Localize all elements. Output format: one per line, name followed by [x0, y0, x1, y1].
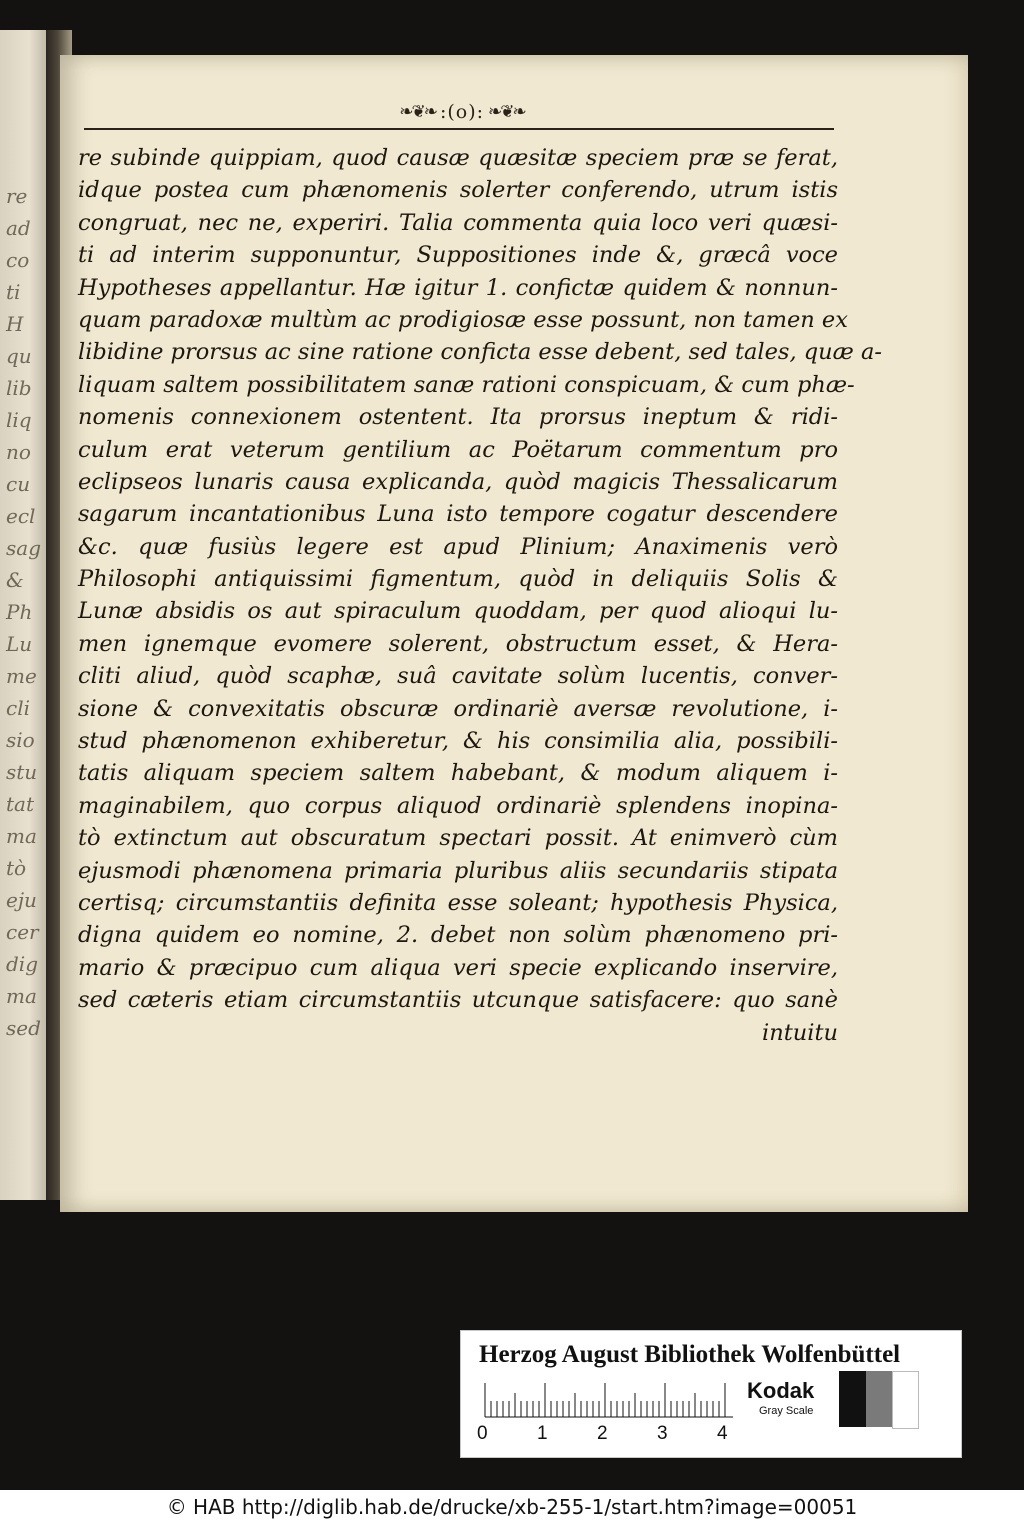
text-line: Lunæ absidis os aut spiraculum quoddam, per quod alioqui lu-: [78, 598, 838, 625]
text-line: congruat, nec ne, experiri. Talia commenta quia loco veri quæsi-: [78, 209, 838, 236]
facing-page-fragment: re: [6, 184, 28, 208]
ruler-number-1: 1: [537, 1423, 548, 1444]
text-line: idque postea cum phænomenis solerter conferendo, utrum istis: [78, 177, 838, 204]
scale-ruler: [483, 1383, 738, 1419]
flourish-left-icon: ❧❦❧: [399, 102, 436, 122]
facing-page-fragment: cer: [6, 920, 39, 944]
facing-page-fragment: tat: [6, 792, 34, 816]
facing-page-fragment: ma: [6, 824, 37, 848]
gray-swatch: [866, 1371, 891, 1427]
library-name: Herzog August Bibliothek Wolfenbüttel: [479, 1341, 901, 1368]
facing-page-fragment: no: [6, 440, 31, 464]
text-line: ti ad interim supponuntur, Suppositiones inde &, græcâ voce: [78, 242, 838, 269]
body-text: [78, 142, 882, 1049]
facing-page-fragment: H: [6, 312, 24, 336]
gray-scale-swatches: [839, 1371, 919, 1427]
ruler-number-3: 3: [657, 1423, 668, 1444]
facing-page-fragment: sio: [6, 728, 35, 752]
facing-page-text-fragments: [0, 180, 46, 1044]
text-line: cliti aliud, quòd scaphæ, suâ cavitate solùm lucentis, conver-: [78, 663, 838, 690]
page-header-ornament: [370, 100, 554, 124]
facing-page-fragment: cu: [6, 472, 31, 496]
text-line: nomenis connexionem ostentent. Ita prorsus ineptum & ridi-: [78, 404, 838, 431]
text-line: sione & convexitatis obscuræ ordinariè aversæ revolutione, i-: [78, 695, 838, 722]
text-line: re subinde quippiam, quod causæ quæsitæ speciem præ se ferat,: [78, 145, 838, 171]
facing-page-fragment: eju: [6, 888, 37, 912]
gray-scale-caption: Gray Scale: [759, 1405, 814, 1417]
facing-page-fragment: me: [6, 664, 37, 688]
text-line: &c. quæ fusiùs legere est apud Plinium; Anaximenis verò: [78, 533, 838, 560]
facing-page-fragment: dig: [6, 952, 39, 976]
facing-page-fragment: ti: [6, 280, 21, 304]
facing-page-fragment: ad: [6, 216, 31, 240]
text-line: sagarum incantationibus Luna isto tempore cogatur descendere: [78, 501, 838, 528]
facing-page-fragment: sed: [6, 1016, 41, 1040]
text-line: stud phænomenon exhiberetur, & his consimilia alia, possibili-: [78, 728, 838, 755]
facing-page-fragment: tò: [6, 856, 27, 880]
library-color-target-label: [460, 1330, 962, 1458]
facing-page-fragment: sag: [6, 536, 41, 560]
text-line: certisq; circumstantiis definita esse soleant; hypothesis Physica,: [78, 889, 838, 916]
text-line: quam paradoxæ multùm ac prodigiosæ esse possunt, non tamen ex: [78, 306, 848, 333]
text-line: ejusmodi phænomena primaria pluribus aliis secundariis stipata: [78, 857, 838, 884]
text-line: Hypotheses appellantur. Hæ igitur 1. confictæ quidem & nonnun-: [78, 274, 838, 301]
copyright-footer: © HAB http://diglib.hab.de/drucke/xb-255-1/start.htm?image=00051: [0, 1490, 1024, 1525]
facing-page-fragment: qu: [6, 344, 32, 368]
facing-page-fragment: cli: [6, 696, 30, 720]
text-line: culum erat veterum gentilium ac Poëtarum commentum pro: [78, 436, 838, 463]
text-line: men ignemque evomere solerent, obstructum esset, & Hera-: [78, 630, 838, 657]
text-line: Philosophi antiquissimi figmentum, quòd in deliquiis Solis &: [78, 566, 838, 593]
catchword: intuitu: [762, 1019, 838, 1046]
facing-page-fragment: &: [6, 568, 24, 592]
ruler-number-0: 0: [477, 1423, 488, 1444]
signature-mark: :(o):: [439, 101, 485, 123]
text-line: sed cæteris etiam circumstantiis utcunque satisfacere: quo sanè: [78, 987, 838, 1014]
text-line: liquam saltem possibilitatem sanæ rationi conspicuam, & cum phæ-: [78, 371, 855, 398]
facing-page-edge: [0, 30, 48, 1200]
text-line: tò extinctum aut obscuratum spectari possit. At enimverò cùm: [78, 825, 838, 852]
facing-page-fragment: co: [6, 248, 30, 272]
text-line: libidine prorsus ac sine ratione conficta esse debent, sed tales, quæ a-: [78, 339, 882, 366]
facing-page-fragment: Ph: [6, 600, 33, 624]
text-line: digna quidem eo nomine, 2. debet non solùm phænomeno pri-: [78, 922, 838, 949]
facing-page-fragment: stu: [6, 760, 38, 784]
gray-swatch: [892, 1371, 919, 1429]
facing-page-fragment: lib: [6, 376, 32, 400]
facing-page-fragment: ma: [6, 984, 37, 1008]
gray-swatch: [839, 1371, 866, 1427]
text-line: eclipseos lunaris causa explicanda, quòd magicis Thessalicarum: [78, 468, 838, 495]
ruler-number-2: 2: [597, 1423, 608, 1444]
text-line: tatis aliquam speciem saltem habebant, & modum aliquem i-: [78, 760, 838, 787]
text-line: mario & præcipuo cum aliqua veri specie explicando inservire,: [78, 954, 838, 981]
flourish-right-icon: ❧❦❧: [488, 102, 525, 122]
text-line: maginabilem, quo corpus aliquod ordinariè splendens inopina-: [78, 792, 838, 819]
facing-page-fragment: liq: [6, 408, 32, 432]
ruler-number-4: 4: [717, 1423, 728, 1444]
kodak-logo: Kodak: [747, 1378, 815, 1403]
header-rule: [84, 128, 834, 130]
facing-page-fragment: ecl: [6, 504, 36, 528]
facing-page-fragment: Lu: [6, 632, 33, 656]
